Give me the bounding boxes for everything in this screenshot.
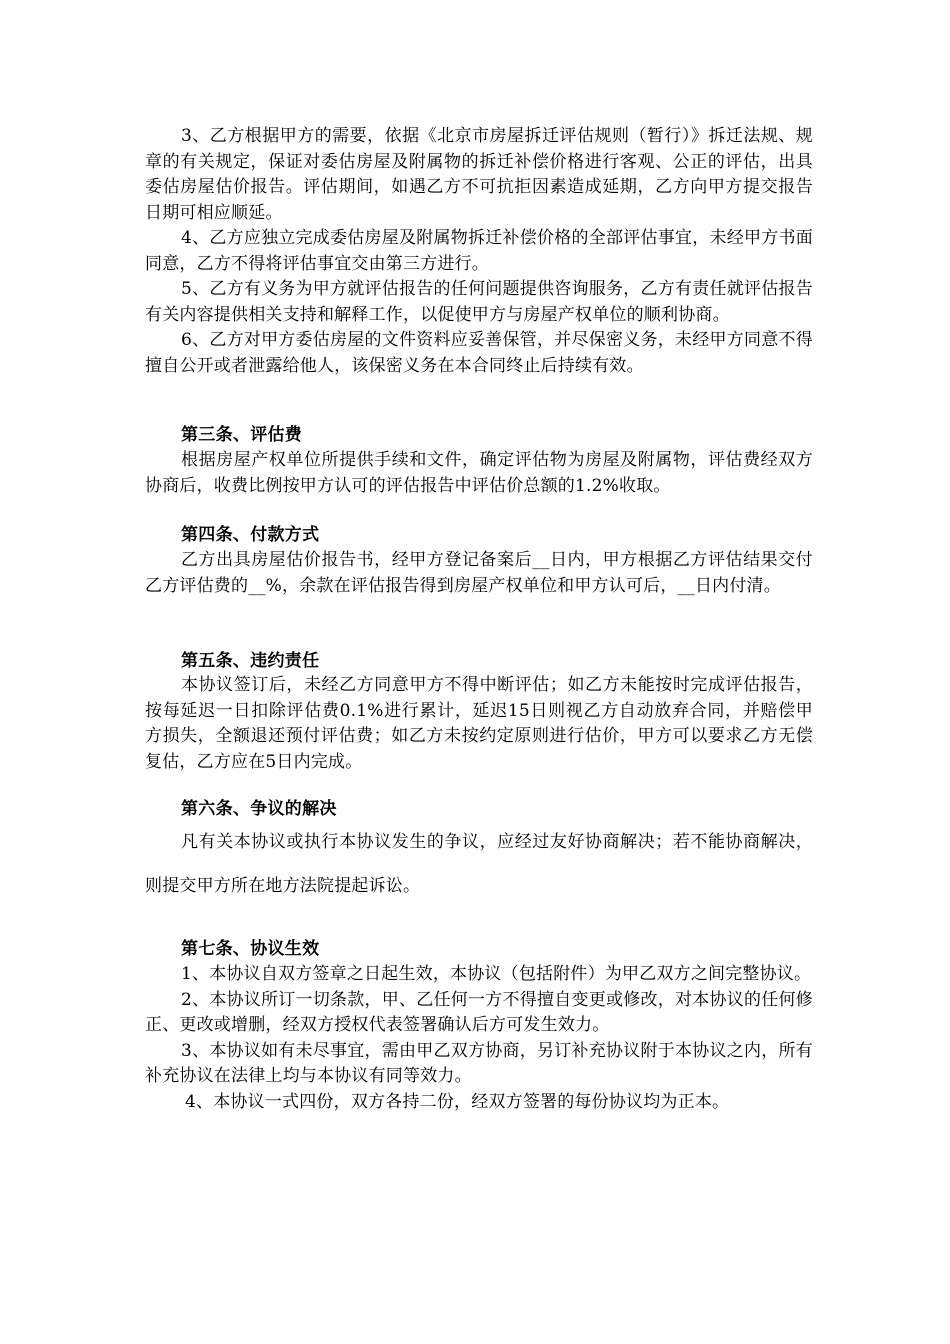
clause-item: 3、乙方根据甲方的需要，依据《北京市房屋拆迁评估规则（暂行）》拆迁法规、规章的有关规定，保证对委估房屋及附属物的拆迁补偿价格进行客观、公正的评估，出具委估房屋估价报告。评估期间，如遇乙方不可抗拒因素造成延期，乙方向甲方提交报告日期可相应顺延。 xyxy=(145,126,813,223)
article4-heading: 第四条、付款方式 xyxy=(181,525,320,545)
clause-item: 4、乙方应独立完成委估房屋及附属物拆迁补偿价格的全部评估事宜，未经甲方书面同意，乙方不得将评估事宜交由第三方进行。 xyxy=(145,228,813,274)
clause-item: 5、乙方有义务为甲方就评估报告的任何问题提供咨询服务，乙方有责任就评估报告有关内容提供相关支持和解释工作，以促使甲方与房屋产权单位的顺利协商。 xyxy=(145,279,813,325)
article7-heading: 第七条、协议生效 xyxy=(181,939,320,959)
article3-body xyxy=(145,448,813,499)
article3-heading: 第三条、评估费 xyxy=(181,425,303,445)
article5-heading: 第五条、违约责任 xyxy=(181,651,320,671)
clause-item: 2、本协议所订一切条款，甲、乙任何一方不得擅自变更或修改，对本协议的任何修正、更改或增删，经双方授权代表签署确认后方可发生效力。 xyxy=(145,989,813,1035)
article6-text: 凡有关本协议或执行本协议发生的争议，应经过友好协商解决；若不能协商解决，则提交甲方所在地方法院提起诉讼。 xyxy=(145,832,813,896)
article5-body xyxy=(145,673,813,775)
section2-clauses xyxy=(145,124,813,379)
article7-clauses xyxy=(145,962,813,1115)
article4-body xyxy=(145,548,813,599)
clause-item: 3、本协议如有未尽事宜，需由甲乙双方协商，另订补充协议附于本协议之内，所有补充协议在法律上均与本协议有同等效力。 xyxy=(145,1040,813,1086)
article4-text: 乙方出具房屋估价报告书，经甲方登记备案后__日内，甲方根据乙方评估结果交付乙方评估费的__%，余款在评估报告得到房屋产权单位和甲方认可后，__日内付清。 xyxy=(145,550,813,596)
clause-item: 1、本协议自双方签章之日起生效，本协议（包括附件）为甲乙双方之间完整协议。 xyxy=(181,964,812,984)
article5-text: 本协议签订后，未经乙方同意甲方不得中断评估；如乙方未能按时完成评估报告，按每延迟一日扣除评估费0.1%进行累计，延迟15日则视乙方自动放弃合同，并赔偿甲方损失，全额退还预付评估费；如乙方未按约定原则进行估价，甲方可以要求乙方无偿复估，乙方应在5日内完成。 xyxy=(145,675,813,772)
clause-item: 4、本协议一式四份，双方各持二份，经双方签署的每份协议均为正本。 xyxy=(185,1091,730,1112)
article6-heading: 第六条、争议的解决 xyxy=(181,799,337,819)
article3-text: 根据房屋产权单位所提供手续和文件，确定评估物为房屋及附属物，评估费经双方协商后，收费比例按甲方认可的评估报告中评估价总额的1.2%收取。 xyxy=(145,450,813,496)
clause-item: 6、乙方对甲方委估房屋的文件资料应妥善保管，并尽保密义务，未经甲方同意不得擅自公开或者泄露给他人，该保密义务在本合同终止后持续有效。 xyxy=(145,330,813,376)
article6-body xyxy=(145,820,813,908)
